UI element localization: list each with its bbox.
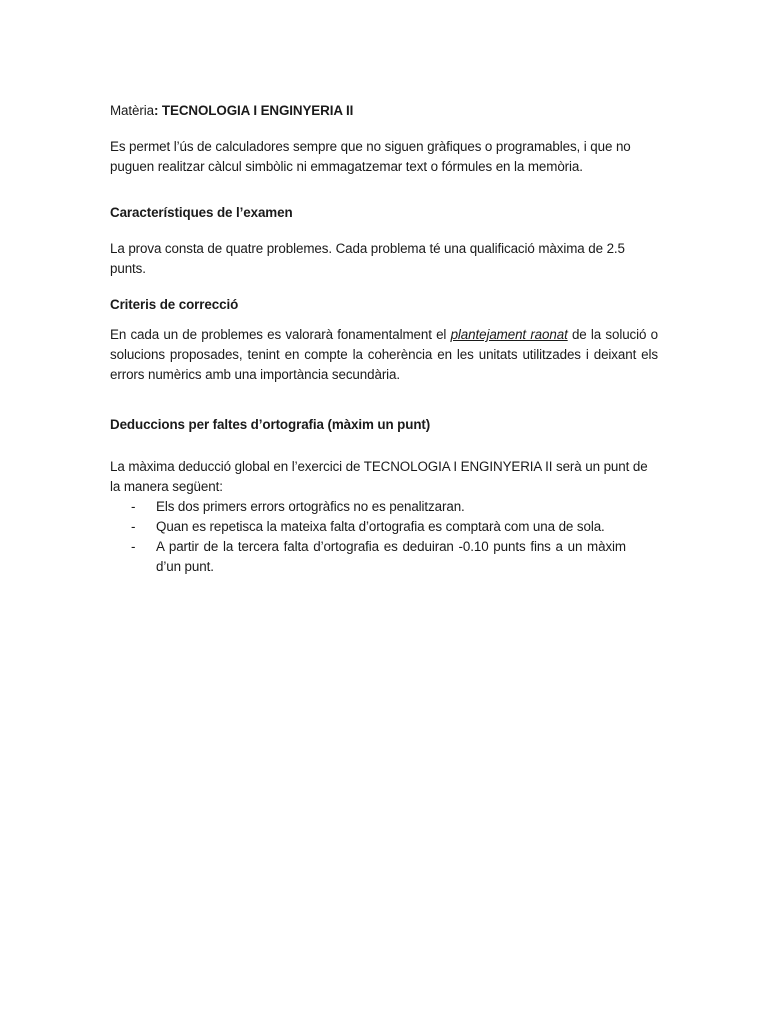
exam-characteristics-text: La prova consta de quatre problemes. Cada problema té una qualificació màxima de 2.5 punts. [110, 241, 625, 276]
bullet-dash: - [131, 519, 136, 534]
spelling-deductions-intro: La màxima deducció global en l’exercici de TECNOLOGIA I ENGINYERIA II serà un punt de la manera següent: [110, 459, 648, 494]
subject-name: TECNOLOGIA I ENGINYERIA II [158, 103, 354, 118]
bullet-dash: - [131, 539, 136, 554]
correction-criteria-heading: Criteris de correcció [110, 297, 239, 312]
list-item-text: Els dos primers errors ortogràfics no es penalitzaran. [156, 499, 465, 514]
calculator-note: Es permet l’ús de calculadores sempre que no siguen gràfiques o programables, i que no puguen realitzar càlcul simbòlic ni emmagatzemar text o fórmules en la memòria. [110, 139, 631, 174]
correction-criteria-text [110, 325, 658, 385]
emphasized-phrase: plantejament raonat [450, 327, 568, 342]
correction-criteria-text-before: En cada un de problemes es valorarà fonamentalment el [110, 327, 451, 342]
list-item [110, 537, 658, 577]
list-item [110, 497, 658, 517]
bullet-dash: - [131, 499, 136, 514]
subject-label: Matèria [110, 103, 154, 118]
spelling-deductions-heading: Deduccions per faltes d’ortografia (màxim un punt) [110, 417, 431, 432]
list-item-text: A partir de la tercera falta d’ortografia es deduiran -0.10 punts fins a un màxim d’un punt. [156, 539, 626, 574]
subject-colon: : [153, 103, 159, 118]
exam-characteristics-heading: Característiques de l’examen [110, 205, 293, 220]
document-page [110, 101, 658, 577]
list-item-text: Quan es repetisca la mateixa falta d’ortografia es comptarà com una de sola. [156, 519, 605, 534]
correction-criteria-text-after: de la solució o solucions proposades, tenint en compte la coherència en les unitats utilitzades i deixant els errors numèrics amb una importància secundària. [110, 327, 658, 382]
subject-line [110, 101, 658, 121]
deduction-rules-list [110, 497, 658, 577]
list-item [110, 517, 658, 537]
